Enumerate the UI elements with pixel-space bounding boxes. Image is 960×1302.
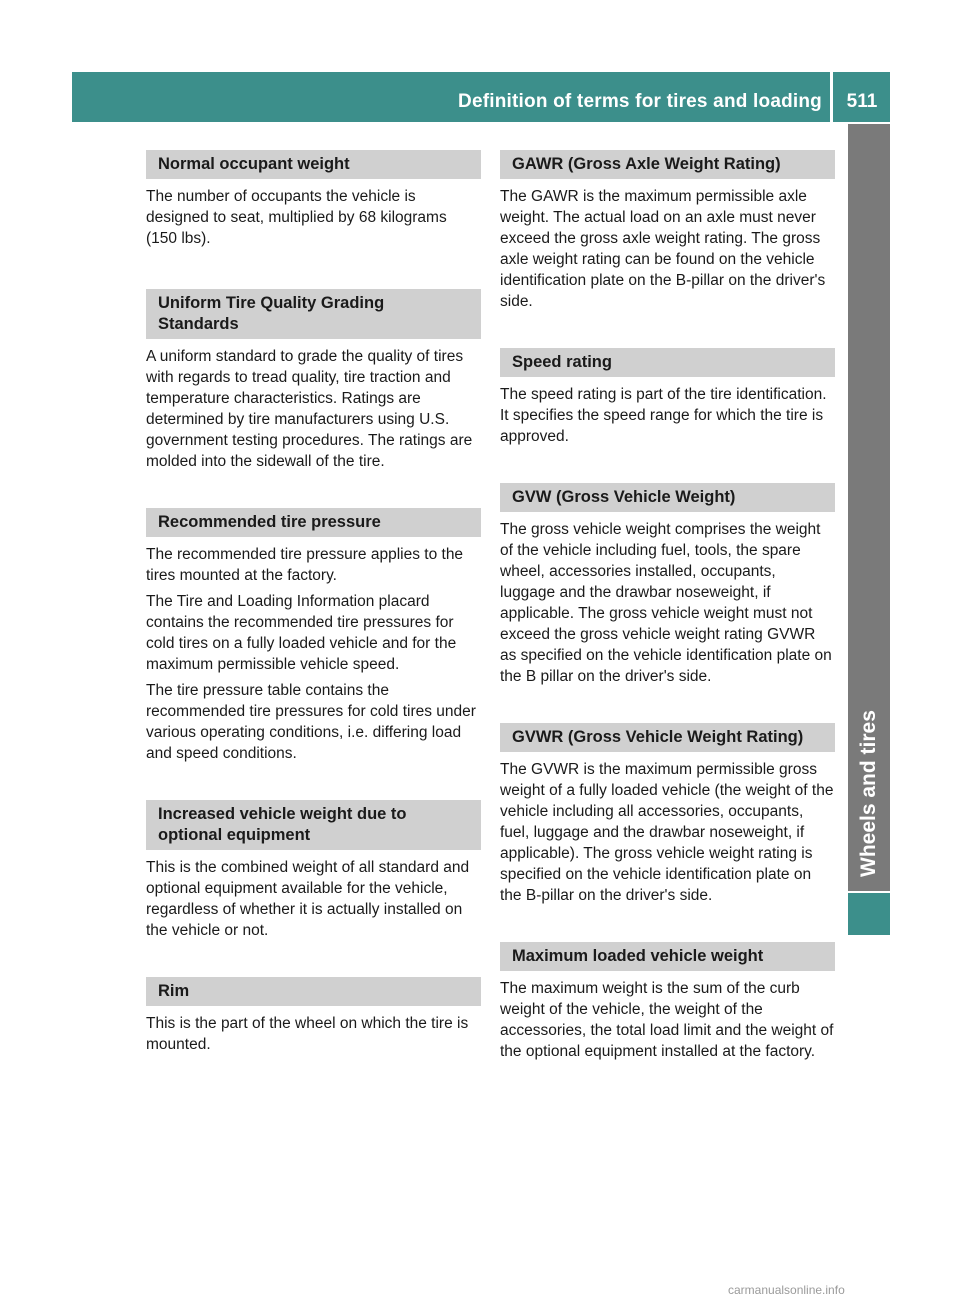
section-heading: Maximum loaded vehicle weight — [500, 942, 835, 971]
section-body — [146, 339, 481, 472]
paragraph: The gross vehicle weight comprises the weight of the vehicle including fuel, tools, the spare wheel, accessories installed, occupants, luggage and the drawbar noseweight, if applicable. The gross vehicle weight must not exceed the gross vehicle weight rating GVWR as specified on the vehicle identification plate on the B pillar on the driver's side. — [500, 521, 832, 685]
header-divider — [830, 72, 833, 122]
paragraph: The Tire and Loading Information placard contains the recommended tire pressures for cold tires on a fully loaded vehicle and for the maximum permissible vehicle speed. — [146, 593, 457, 673]
section-body — [500, 179, 835, 312]
section-heading: GVW (Gross Vehicle Weight) — [500, 483, 835, 512]
section-heading: Increased vehicle weight due to optional equipment — [146, 800, 481, 850]
section-normal-occupant-weight — [146, 150, 481, 249]
section-body — [146, 1006, 481, 1055]
paragraph: A uniform standard to grade the quality of tires with regards to tread quality, tire traction and temperature characteristics. Ratings are determined by tire manufacturers using U.S. government testing procedures. The ratings are molded into the sidewall of the tire. — [146, 348, 473, 470]
section-body — [500, 377, 835, 447]
paragraph: This is the combined weight of all standard and optional equipment available for the vehicle, regardless of whether it is actually installed on the vehicle or not. — [146, 859, 470, 939]
side-tab-label: Wheels and tires — [857, 710, 880, 877]
left-column — [146, 150, 481, 1060]
section-heading: Recommended tire pressure — [146, 508, 481, 537]
section-increased-vehicle-weight — [146, 800, 481, 941]
section-utqg — [146, 289, 481, 472]
paragraph: This is the part of the wheel on which the tire is mounted. — [146, 1015, 469, 1053]
section-rim — [146, 977, 481, 1055]
section-gawr — [500, 150, 835, 312]
paragraph: The maximum weight is the sum of the curb weight of the vehicle, the weight of the accessories, the total load limit and the weight of the optional equipment installed at the factory. — [500, 980, 834, 1060]
paragraph: The GVWR is the maximum permissible gross weight of a fully loaded vehicle (the weight of the vehicle including all accessories, occupants, fuel, luggage and the drawbar noseweight, if applicable). The gross vehicle weight rating is specified on the vehicle identification plate on the B-pillar on the driver's side. — [500, 761, 834, 904]
section-body — [146, 537, 481, 764]
section-heading: Uniform Tire Quality Grading Standards — [146, 289, 481, 339]
paragraph: The tire pressure table contains the recommended tire pressures for cold tires under various operating conditions, i.e. differing load and speed conditions. — [146, 682, 476, 762]
page-number: 511 — [846, 91, 878, 112]
paragraph: The speed rating is part of the tire identification. It specifies the speed range for which the tire is approved. — [500, 386, 827, 445]
section-body — [500, 752, 835, 906]
watermark: carmanualsonline.info — [728, 1283, 845, 1297]
paragraph: The recommended tire pressure applies to the tires mounted at the factory. — [146, 546, 464, 584]
section-heading: Speed rating — [500, 348, 835, 377]
section-body — [500, 512, 835, 687]
section-heading: Rim — [146, 977, 481, 1006]
side-marker — [848, 893, 890, 935]
section-speed-rating — [500, 348, 835, 447]
section-gvw — [500, 483, 835, 687]
chapter-title: Definition of terms for tires and loading — [458, 91, 822, 112]
section-heading: GVWR (Gross Vehicle Weight Rating) — [500, 723, 835, 752]
page-header — [72, 72, 890, 122]
right-column — [500, 150, 835, 1067]
section-heading: Normal occupant weight — [146, 150, 481, 179]
section-recommended-tire-pressure — [146, 508, 481, 764]
paragraph: The number of occupants the vehicle is designed to seat, multiplied by 68 kilograms (150 lbs). — [146, 188, 447, 247]
section-maximum-loaded-vehicle-weight — [500, 942, 835, 1062]
side-chapter-tab[interactable] — [848, 124, 890, 891]
section-gvwr — [500, 723, 835, 906]
paragraph: The GAWR is the maximum permissible axle weight. The actual load on an axle must never exceed the gross axle weight rating. The gross axle weight rating can be found on the vehicle identification plate on the B-pillar on the driver's side. — [500, 188, 826, 310]
section-body — [146, 850, 481, 941]
section-body — [146, 179, 481, 249]
section-heading: GAWR (Gross Axle Weight Rating) — [500, 150, 835, 179]
section-body — [500, 971, 835, 1062]
